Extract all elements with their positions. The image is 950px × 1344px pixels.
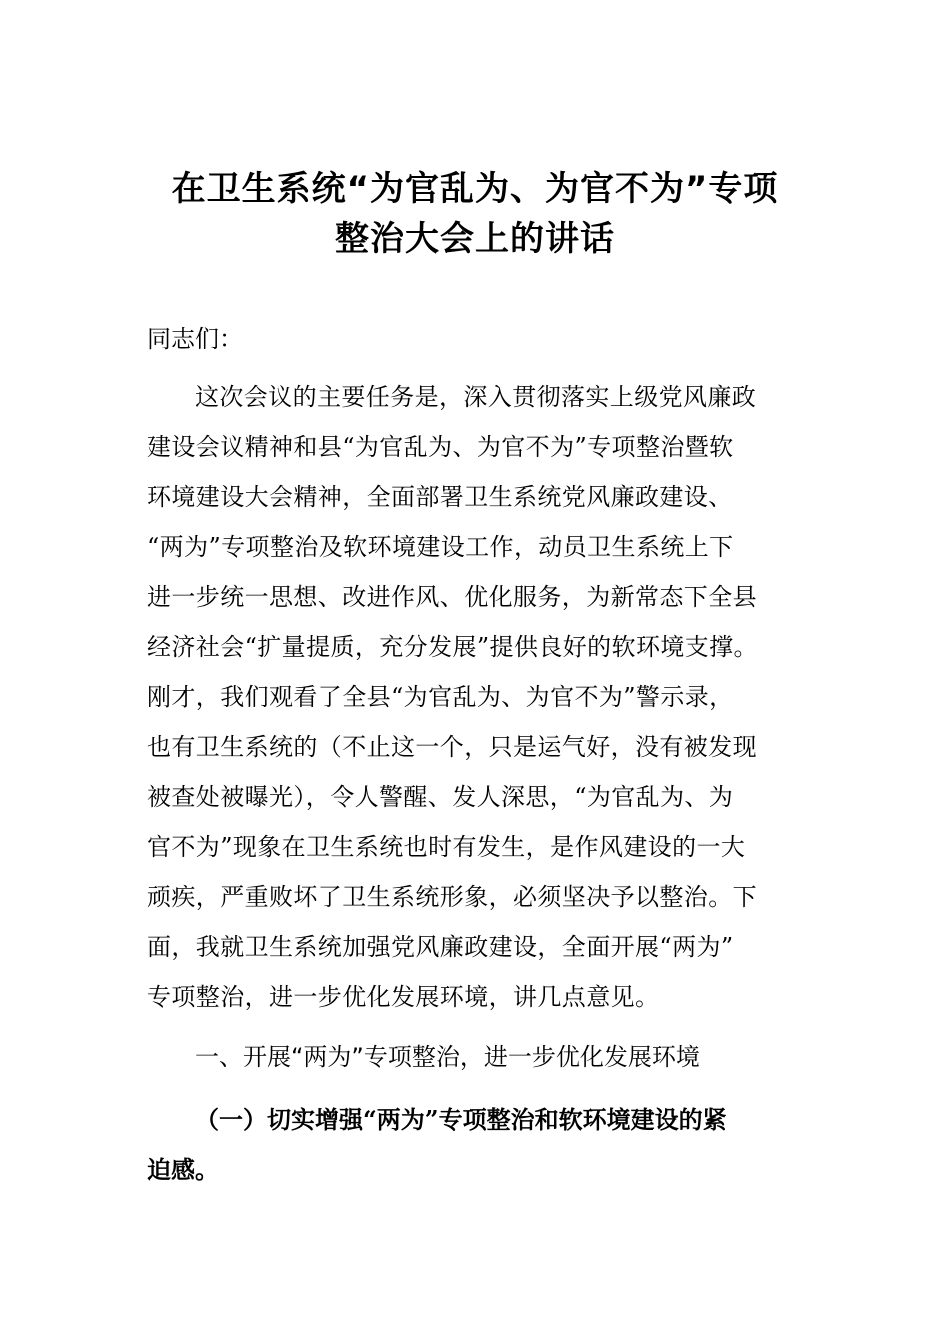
paragraph-line: 环境建设大会精神，全面部署卫生系统党风廉政建设、 [147, 483, 733, 511]
document-title-line-2: 整治大会上的讲话 [335, 219, 615, 259]
paragraph-line: 专项整治，进一步优化发展环境，讲几点意见。 [147, 983, 660, 1011]
paragraph-line: 进一步统一思想、改进作风、优化服务，为新常态下全县 [147, 583, 757, 611]
opening-paragraph [147, 372, 827, 1022]
subsection-heading-line: 迫感。 [147, 1155, 219, 1184]
subsection-heading-line: （一）切实增强“两为”专项整治和软环境建设的紧 [195, 1105, 727, 1134]
paragraph-line: “两为”专项整治及软环境建设工作，动员卫生系统上下 [147, 533, 734, 561]
paragraph-line: 顽疾，严重败坏了卫生系统形象，必须坚决予以整治。下 [147, 883, 757, 911]
paragraph-line: 被查处被曝光），令人警醒、发人深思，“为官乱为、为 [147, 783, 734, 811]
paragraph-line: 官不为”现象在卫生系统也时有发生，是作风建设的一大 [147, 833, 746, 861]
paragraph-line: 刚才，我们观看了全县“为官乱为、为官不为”警示录， [147, 683, 734, 711]
paragraph-line: 建设会议精神和县“为官乱为、为官不为”专项整治暨软 [147, 433, 734, 461]
subsection-heading-1 [147, 1095, 827, 1195]
document-title-line-1: 在卫生系统“为官乱为、为官不为”专项 [171, 169, 779, 209]
paragraph-line: 经济社会“扩量提质，充分发展”提供良好的软环境支撑。 [147, 633, 758, 661]
section-heading-1: 一、开展“两为”专项整治，进一步优化发展环境 [195, 1043, 700, 1071]
paragraph-line: 也有卫生系统的（不止这一个，只是运气好，没有被发现 [147, 733, 757, 761]
greeting: 同志们： [147, 325, 243, 353]
paragraph-line: 这次会议的主要任务是，深入贯彻落实上级党风廉政 [195, 383, 757, 411]
paragraph-line: 面，我就卫生系统加强党风廉政建设，全面开展“两为” [147, 933, 734, 961]
